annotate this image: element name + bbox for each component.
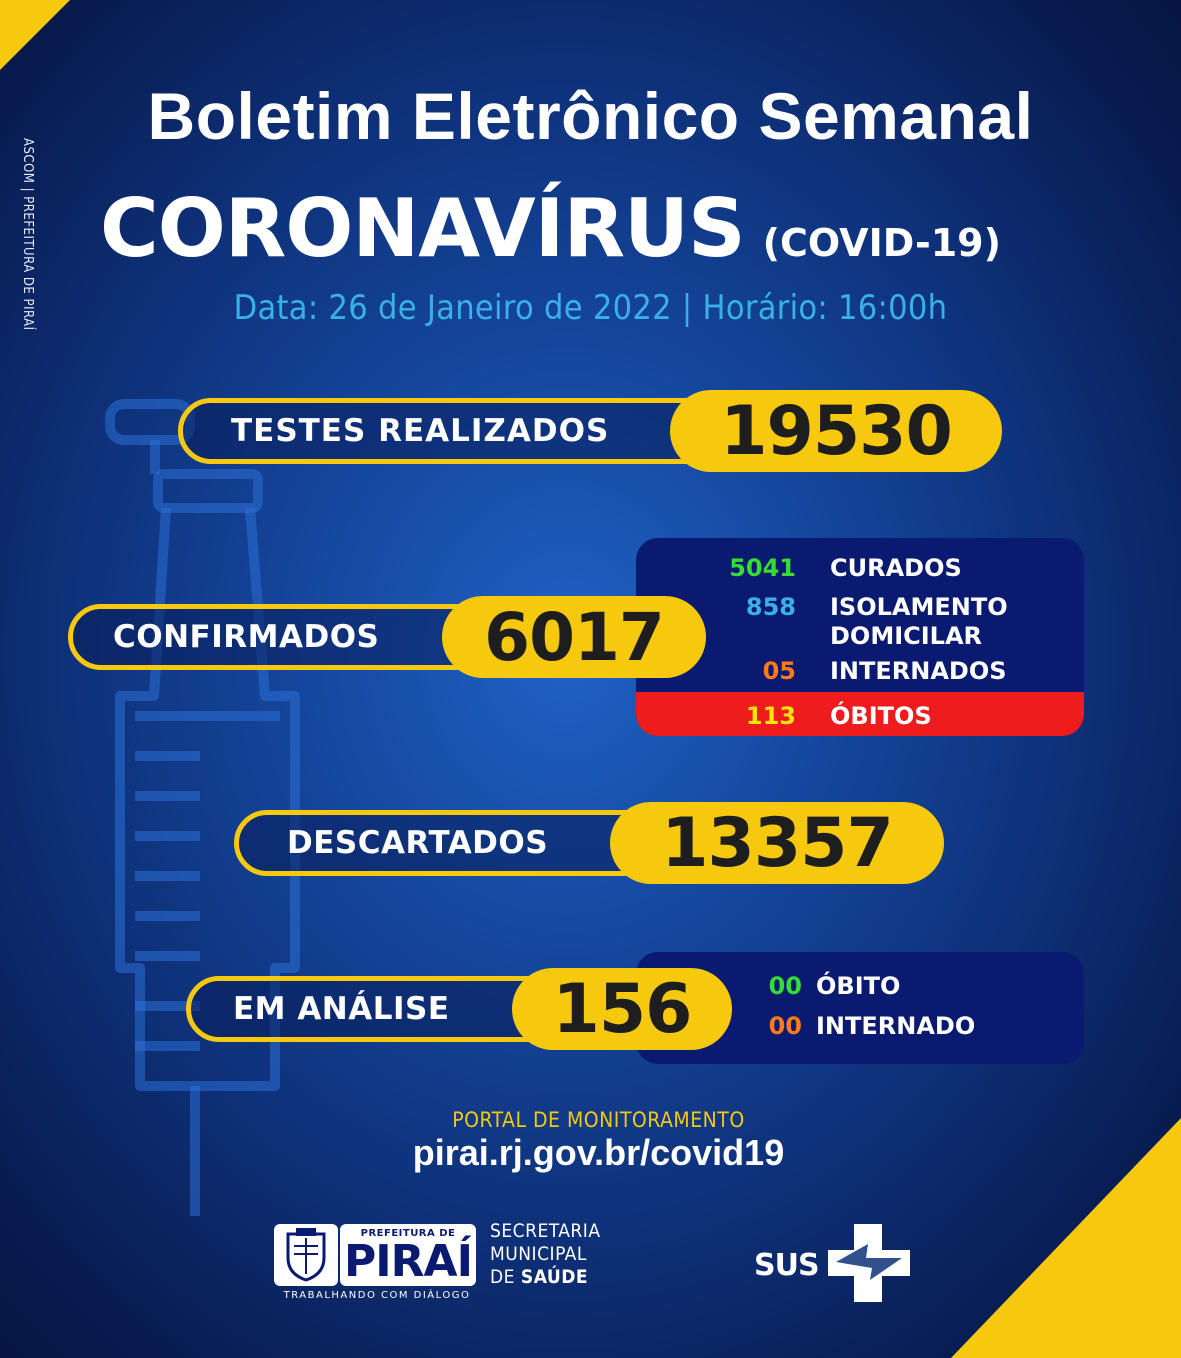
isolamento-label-1: ISOLAMENTO — [830, 593, 1008, 621]
analise-obito-label: ÓBITO — [816, 972, 901, 1000]
date-time: Data: 26 de Janeiro de 2022 | Horário: 16:00h — [233, 288, 948, 328]
curados-value: 5041 — [729, 554, 796, 582]
internados-value: 05 — [762, 657, 796, 685]
isolamento-label-2: DOMICILAR — [830, 622, 983, 650]
logo-wordmark — [340, 1224, 476, 1286]
logo-small-text: PREFEITURA DE — [360, 1228, 456, 1239]
isolamento-value: 858 — [745, 593, 796, 621]
descartados-pill — [234, 810, 674, 876]
analise-obito-value: 00 — [768, 972, 802, 1000]
prefeitura-logo — [274, 1222, 480, 1300]
descartados-value: 13357 — [610, 802, 944, 884]
obitos-label: ÓBITOS — [830, 702, 932, 730]
analise-pill — [186, 976, 566, 1042]
confirmados-value: 6017 — [442, 596, 706, 678]
secretaria-line3-prefix: DE — [490, 1266, 521, 1288]
testes-label: TESTES REALIZADOS — [231, 413, 610, 449]
headline-main: CORONAVÍRUS — [100, 182, 745, 275]
secretaria-line2: MUNICIPAL — [490, 1243, 587, 1265]
testes-value: 19530 — [670, 390, 1002, 472]
side-credit: ASCOM | PREFEITURA DE PIRAÍ — [20, 138, 35, 331]
sus-cross-icon — [826, 1222, 912, 1304]
secretaria-line3-bold: SAÚDE — [520, 1266, 589, 1288]
descartados-label: DESCARTADOS — [287, 825, 549, 861]
headline-sub: (COVID-19) — [762, 221, 1001, 265]
analise-internado-value: 00 — [768, 1012, 802, 1040]
internados-label: INTERNADOS — [830, 657, 1007, 685]
corner-decoration-top-left — [0, 0, 70, 70]
coat-of-arms-icon — [274, 1224, 338, 1286]
confirmados-label: CONFIRMADOS — [113, 619, 380, 655]
analise-label: EM ANÁLISE — [233, 991, 450, 1027]
logo-tagline: TRABALHANDO COM DIÁLOGO — [283, 1290, 471, 1301]
obitos-value: 113 — [745, 702, 796, 730]
sus-text: SUS — [754, 1248, 819, 1283]
analise-value: 156 — [512, 968, 732, 1050]
secretaria-line1: SECRETARIA — [490, 1220, 601, 1242]
confirmados-pill — [68, 604, 488, 670]
secretaria-saude — [490, 1220, 601, 1289]
bulletin-title: Boletim Eletrônico Semanal — [147, 79, 1034, 153]
portal-title: PORTAL DE MONITORAMENTO — [452, 1108, 745, 1132]
headline — [100, 182, 1001, 275]
secretaria-line3 — [490, 1266, 601, 1289]
portal-url[interactable]: pirai.rj.gov.br/covid19 — [412, 1132, 785, 1173]
analise-internado-label: INTERNADO — [816, 1012, 976, 1040]
logo-big-text: PIRAÍ — [344, 1236, 472, 1287]
testes-pill — [178, 398, 738, 464]
curados-label: CURADOS — [830, 554, 962, 582]
sus-logo — [754, 1222, 914, 1302]
